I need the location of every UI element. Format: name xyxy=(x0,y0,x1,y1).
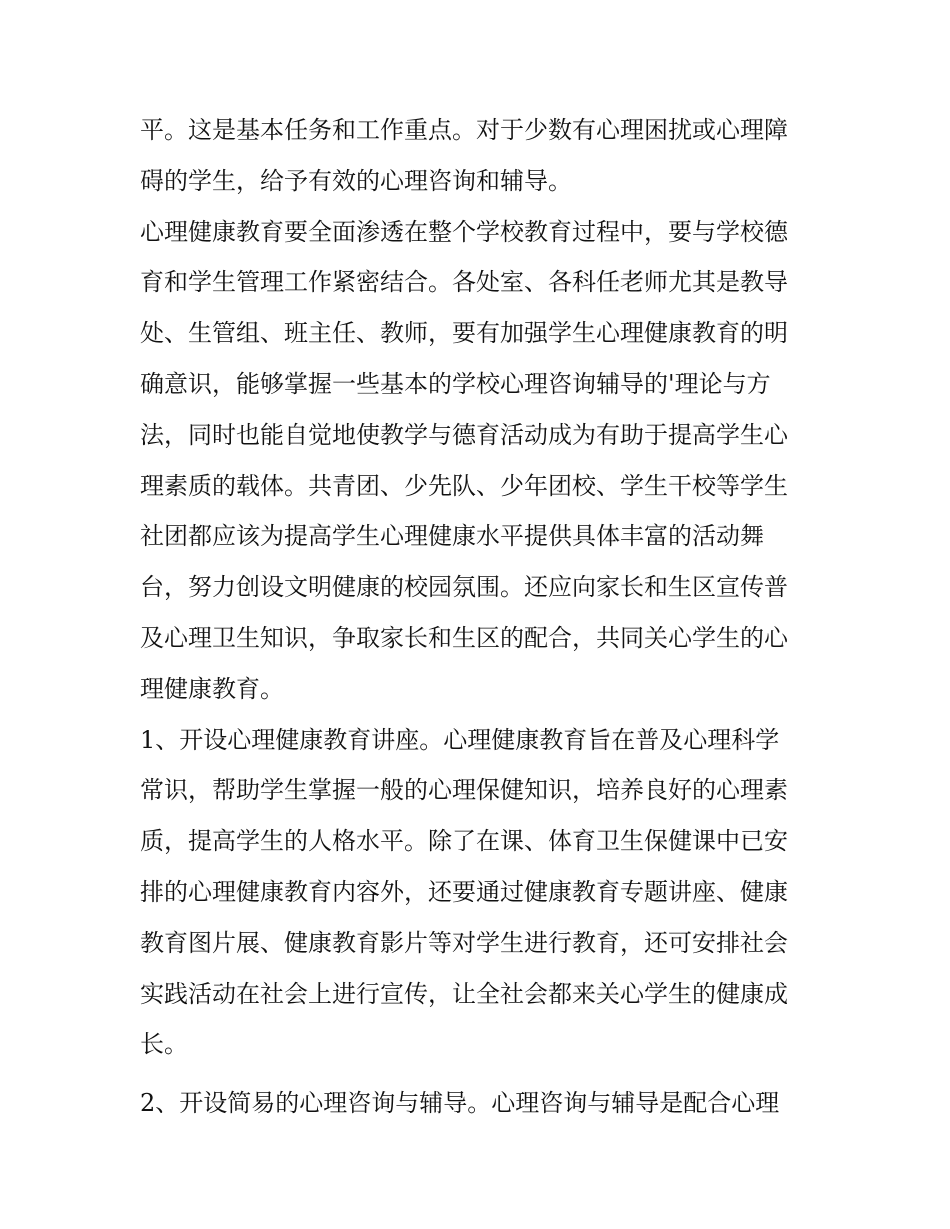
text-line: 理健康教育。 xyxy=(140,674,284,703)
paragraph-item-2 xyxy=(140,1078,820,1129)
text-line: 确意识，能够掌握一些基本的学校心理咨询辅导的'理论与方 xyxy=(140,369,771,398)
paragraph-intro-continuation xyxy=(140,105,820,207)
text-line: 法，同时也能自觉地使教学与德育活动成为有助于提高学生心 xyxy=(140,420,788,449)
paragraph-item-1 xyxy=(140,715,820,1071)
text-line: 心理健康教育要全面渗透在整个学校教育过程中，要与学校德 xyxy=(140,217,788,246)
paragraph-integration xyxy=(140,207,820,715)
text-line: 1、开设心理健康教育讲座。心理健康教育旨在普及心理科学 xyxy=(140,725,780,754)
text-line: 实践活动在社会上进行宣传，让全社会都来关心学生的健康成 xyxy=(140,979,788,1008)
text-line: 排的心理健康教育内容外，还要通过健康教育专题讲座、健康 xyxy=(140,877,788,906)
text-line: 及心理卫生知识，争取家长和生区的配合，共同关心学生的心 xyxy=(140,623,788,652)
text-line: 处、生管组、班主任、教师，要有加强学生心理健康教育的明 xyxy=(140,319,788,348)
text-line: 碍的学生，给予有效的心理咨询和辅导。 xyxy=(140,166,572,195)
text-line: 台，努力创设文明健康的校园氛围。还应向家长和生区宣传普 xyxy=(140,573,788,602)
text-line: 长。 xyxy=(140,1030,188,1059)
text-line: 质，提高学生的人格水平。除了在课、体育卫生保健课中已安 xyxy=(140,827,788,856)
text-line: 教育图片展、健康教育影片等对学生进行教育，还可安排社会 xyxy=(140,928,788,957)
text-line: 育和学生管理工作紧密结合。各处室、各科任老师尤其是教导 xyxy=(140,268,788,297)
text-line: 平。这是基本任务和工作重点。对于少数有心理困扰或心理障 xyxy=(140,116,788,144)
text-line: 社团都应该为提高学生心理健康水平提供具体丰富的活动舞 xyxy=(140,522,764,551)
text-line: 2、开设简易的心理咨询与辅导。心理咨询与辅导是配合心理 xyxy=(140,1089,780,1118)
text-line: 理素质的载体。共青团、少先队、少年团校、学生干校等学生 xyxy=(140,471,788,500)
document-body xyxy=(140,105,820,1129)
text-line: 常识，帮助学生掌握一般的心理保健知识，培养良好的心理素 xyxy=(140,776,788,805)
